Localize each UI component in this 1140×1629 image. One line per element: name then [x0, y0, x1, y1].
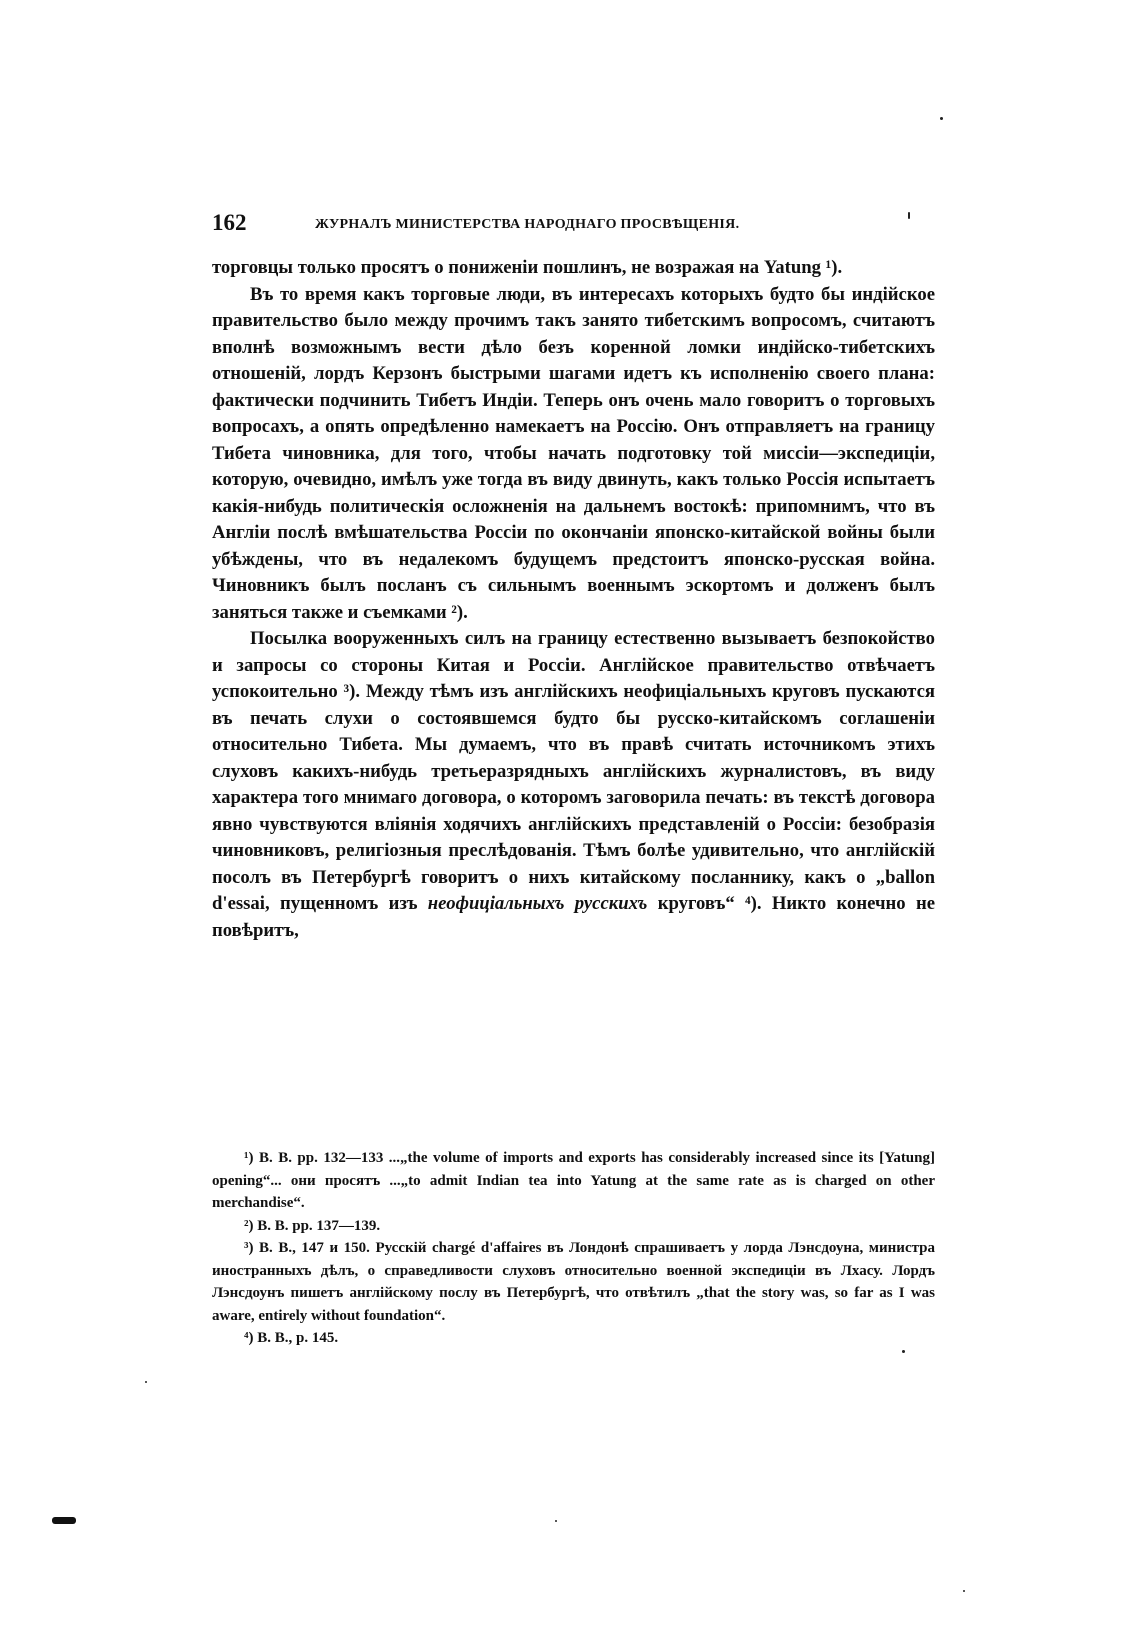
page-header: [212, 210, 942, 240]
footnotes: [212, 1147, 935, 1350]
scan-speck: [963, 1590, 965, 1592]
main-text: [212, 255, 935, 944]
scan-speck: [902, 1350, 905, 1353]
paragraph-2: Въ то время какъ торговые люди, въ интересахъ которыхъ будто бы индійское правительство было между прочимъ такъ занято тибетскимъ вопросомъ, считаютъ вполнѣ возможнымъ вести дѣло безъ коренной ломки индійско-тибетскихъ отношеній, лордъ Керзонъ быстрыми шагами идетъ къ исполненію своего плана: фактически подчинить Тибетъ Индіи. Теперь онъ очень мало говоритъ о торговыхъ вопросахъ, а опять опредѣленно намекаетъ на Россію. Онъ отправляетъ на границу Тибета чиновника, для того, чтобы начать подготовку той миссіи—экспедиціи, которую, очевидно, имѣлъ уже тогда въ виду двинуть, какъ только Россія испытаетъ какія-нибудь политическія осложненія на дальнемъ востокѣ: припомнимъ, что въ Англіи послѣ вмѣшательства Россіи по окончаніи японско-китайской войны были убѣждены, что въ недалекомъ будущемъ предстоитъ японско-русская война. Чиновникъ былъ посланъ съ сильнымъ военнымъ эскортомъ и долженъ былъ заняться также и съемками ²).: [212, 283, 935, 623]
paragraph-3-part-a: Посылка вооруженныхъ силъ на границу естественно вызываетъ безпокойство и запросы со стороны Китая и Россіи. Англійское правительство отвѣчаетъ успокоительно ³). Между тѣмъ изъ англійскихъ неофиціальныхъ круговъ пускаются въ печать слухи о состоявшемся будто бы русско-китайскомъ соглашеніи относительно Тибета. Мы думаемъ, что въ правѣ считать источникомъ этихъ слуховъ какихъ-нибудь третьеразрядныхъ англійскихъ журналистовъ, въ виду характера того мнимаго договора, о которомъ заговорила печать: въ текстѣ договора явно чувствуются вліянія ходячихъ англійскихъ представленій о Россіи: безобразія чиновниковъ, религіозныя преслѣдованія. Тѣмъ болѣе удивительно, что англійскій посолъ въ Петербургѣ говоритъ о нихъ китайскому посланнику, какъ о „ballon d'essai, пущенномъ изъ: [212, 628, 935, 914]
footnote-4: ⁴) B. B., p. 145.: [244, 1330, 339, 1346]
footnote-3: ³) B. B., 147 и 150. Русскій chargé d'affaires въ Лондонѣ спрашиваетъ у лорда Лэнсдоуна, министра иностранныхъ дѣлъ, о справедливости слуховъ относительно военной экспедиціи въ Лхасу. Лордъ Лэнсдоунъ пишетъ англійскому послу въ Петербургѣ, что отвѣтилъ „that the story was, so far as I was aware, entirely without foundation“.: [212, 1240, 935, 1324]
footnote-2: ²) B. B. pp. 137—139.: [244, 1217, 381, 1234]
paragraph-3: [212, 626, 935, 944]
paragraph-3-part-b: круговъ“ ⁴). Никто конечно не повѣритъ,: [212, 893, 936, 941]
scan-speck: [555, 1520, 557, 1522]
running-head: ЖУРНАЛЪ МИНИСТЕРСТВА НАРОДНАГО ПРОСВѢЩЕНІЯ.: [315, 217, 740, 232]
scan-speck: [145, 1381, 147, 1383]
footnote-1: ¹) B. B. pp. 132—133 ...„the volume of imports and exports has considerably increased since its [Yatung] opening“... они просятъ ...„to admit Indian tea into Yatung at the same rate as is charged on other merchandise“.: [212, 1150, 935, 1211]
paragraph-3-italic: неофиціальныхъ русскихъ: [427, 893, 648, 914]
page-number: 162: [212, 210, 247, 235]
scan-speck: [908, 212, 910, 219]
scan-speck: [940, 117, 943, 120]
paragraph-1: торговцы только просятъ о пониженіи пошлинъ, не возражая на Yatung ¹).: [212, 257, 843, 278]
scan-edge-mark: [52, 1517, 76, 1524]
